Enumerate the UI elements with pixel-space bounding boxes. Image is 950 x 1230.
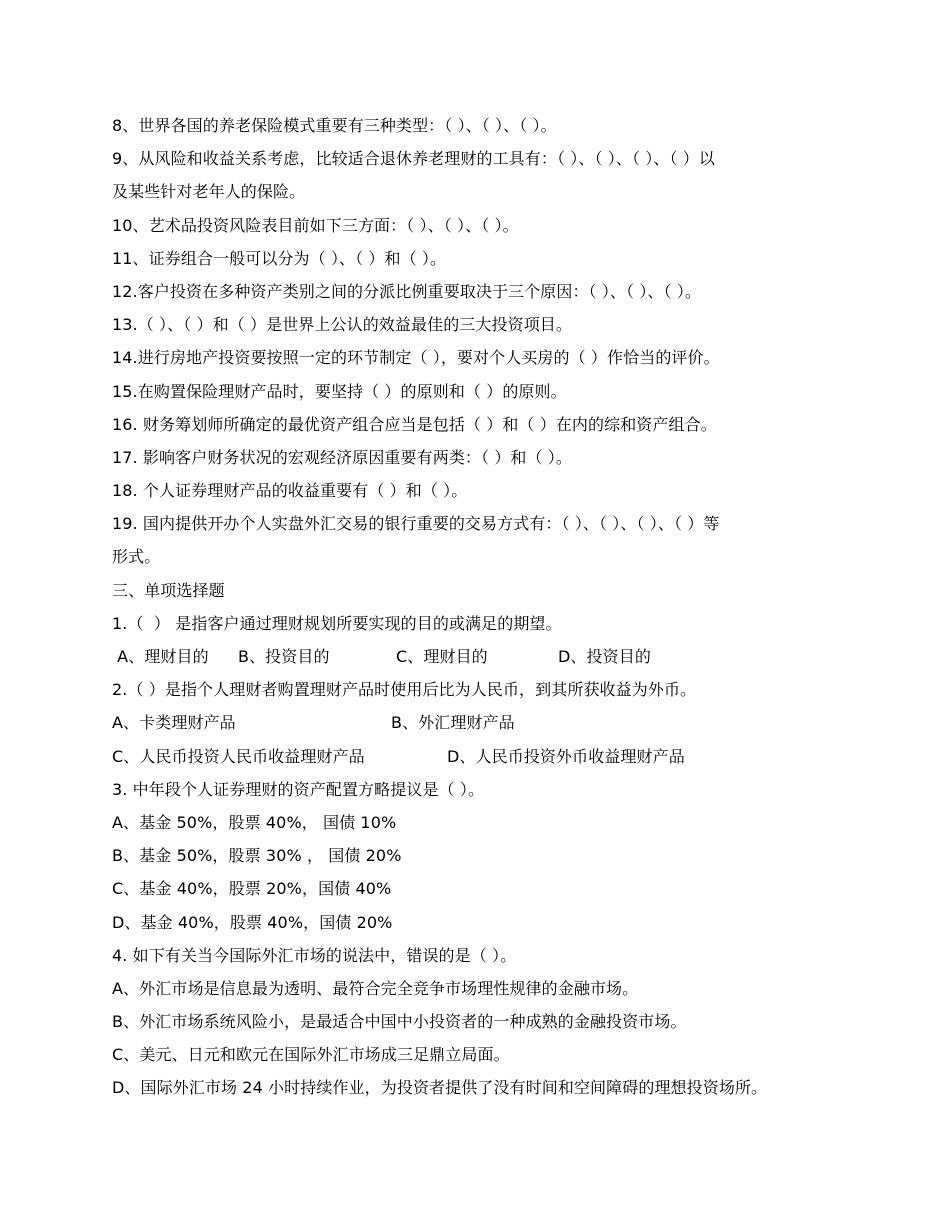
text-line-q9-cont: 及某些针对老年人的保险。 [112,182,306,202]
option-d: D、投资目的 [558,647,651,666]
text-line-q11: 11、证券组合一般可以分为（ ）、（ ）和（ ）。 [112,248,447,268]
text-line-q12: 12.客户投资在多种资产类别之间的分派比例重要取决于三个原因：（ ）、（ ）、（ ）。 [112,281,702,301]
text-line-q8: 8、世界各国的养老保险模式重要有三种类型：（ ）、（ ）、（ ）。 [112,116,557,135]
option-d: D、人民币投资外币收益理财产品 [447,746,685,766]
option-a: A、基金 50%，股票 40%， 国债 10% [112,812,397,832]
mc-question-2: 2.（ ）是指个人理财者购置理财产品时使用后比为人民币，到其所获收益为外币。 [112,680,697,700]
option-b: B、外汇理财产品 [391,713,515,733]
text-line-q17: 17. 影响客户财务状况的宏观经济原因重要有两类：（ ）和（ ）。 [112,447,573,467]
option-c: C、人民币投资人民币收益理财产品 [112,746,365,766]
option-a: A、卡类理财产品 [112,713,236,733]
mc-question-4: 4. 如下有关当今国际外汇市场的说法中，错误的是（ ）。 [112,945,517,965]
mc-question-1: 1.（ ） 是指客户通过理财规划所要实现的目的或满足的期望。 [112,613,562,633]
option-b: B、外汇市场系统风险小，是最适合中国中小投资者的一种成熟的金融投资市场。 [112,1012,687,1032]
mc-question-2-options-row1 [112,706,840,739]
option-d: D、基金 40%，股票 40%，国债 20% [112,912,393,932]
mc-question-2-options-row2 [112,740,840,773]
mc-question-1-options [112,640,840,673]
mc-question-3: 3. 中年段个人证券理财的资产配置方略提议是（ ）。 [112,779,485,799]
option-c: C、美元、日元和欧元在国际外汇市场成三足鼎立局面。 [112,1045,510,1065]
text-line-q18: 18. 个人证券理财产品的收益重要有（ ）和（ ）。 [112,481,468,501]
text-line-q16: 16. 财务筹划师所确定的最优资产组合应当是包括（ ）和（ ）在内的综和资产组合。 [112,414,717,434]
text-line-q13: 13.（ ）、（ ）和（ ）是世界上公认的效益最佳的三大投资项目。 [112,315,573,335]
text-line-q9: 9、从风险和收益关系考虑，比较适合退休养老理财的工具有：（ ）、（ ）、（ ）、（ ）以 [112,149,715,169]
option-b: B、基金 50%，股票 30% ， 国债 20% [112,846,402,866]
option-b: B、投资目的 [238,647,330,666]
text-line-q10: 10、艺术品投资风险表目前如下三方面：（ ）、（ ）、（ ）。 [112,215,519,235]
text-line-q19: 19. 国内提供开办个人实盘外汇交易的银行重要的交易方式有：（ ）、（ ）、（ ）、（ ）等 [112,514,720,534]
option-c: C、理财目的 [396,647,488,666]
text-line-q14: 14.进行房地产投资要按照一定的环节制定（ ），要对个人买房的（ ）作恰当的评价。 [112,348,720,368]
section-heading: 三、单项选择题 [112,580,225,600]
text-line-q15: 15.在购置保险理财产品时，要坚持（ ）的原则和（ ）的原则。 [112,381,567,401]
option-d: D、国际外汇市场 24 小时持续作业，为投资者提供了没有时间和空间障碍的理想投资场所。 [112,1078,768,1098]
option-a: A、外汇市场是信息最为透明、最符合完全竞争市场理性规律的金融市场。 [112,978,639,998]
option-c: C、基金 40%，股票 20%，国债 40% [112,879,392,899]
option-a: A、理财目的 [112,647,209,666]
text-line-q19-cont: 形式。 [112,547,161,567]
